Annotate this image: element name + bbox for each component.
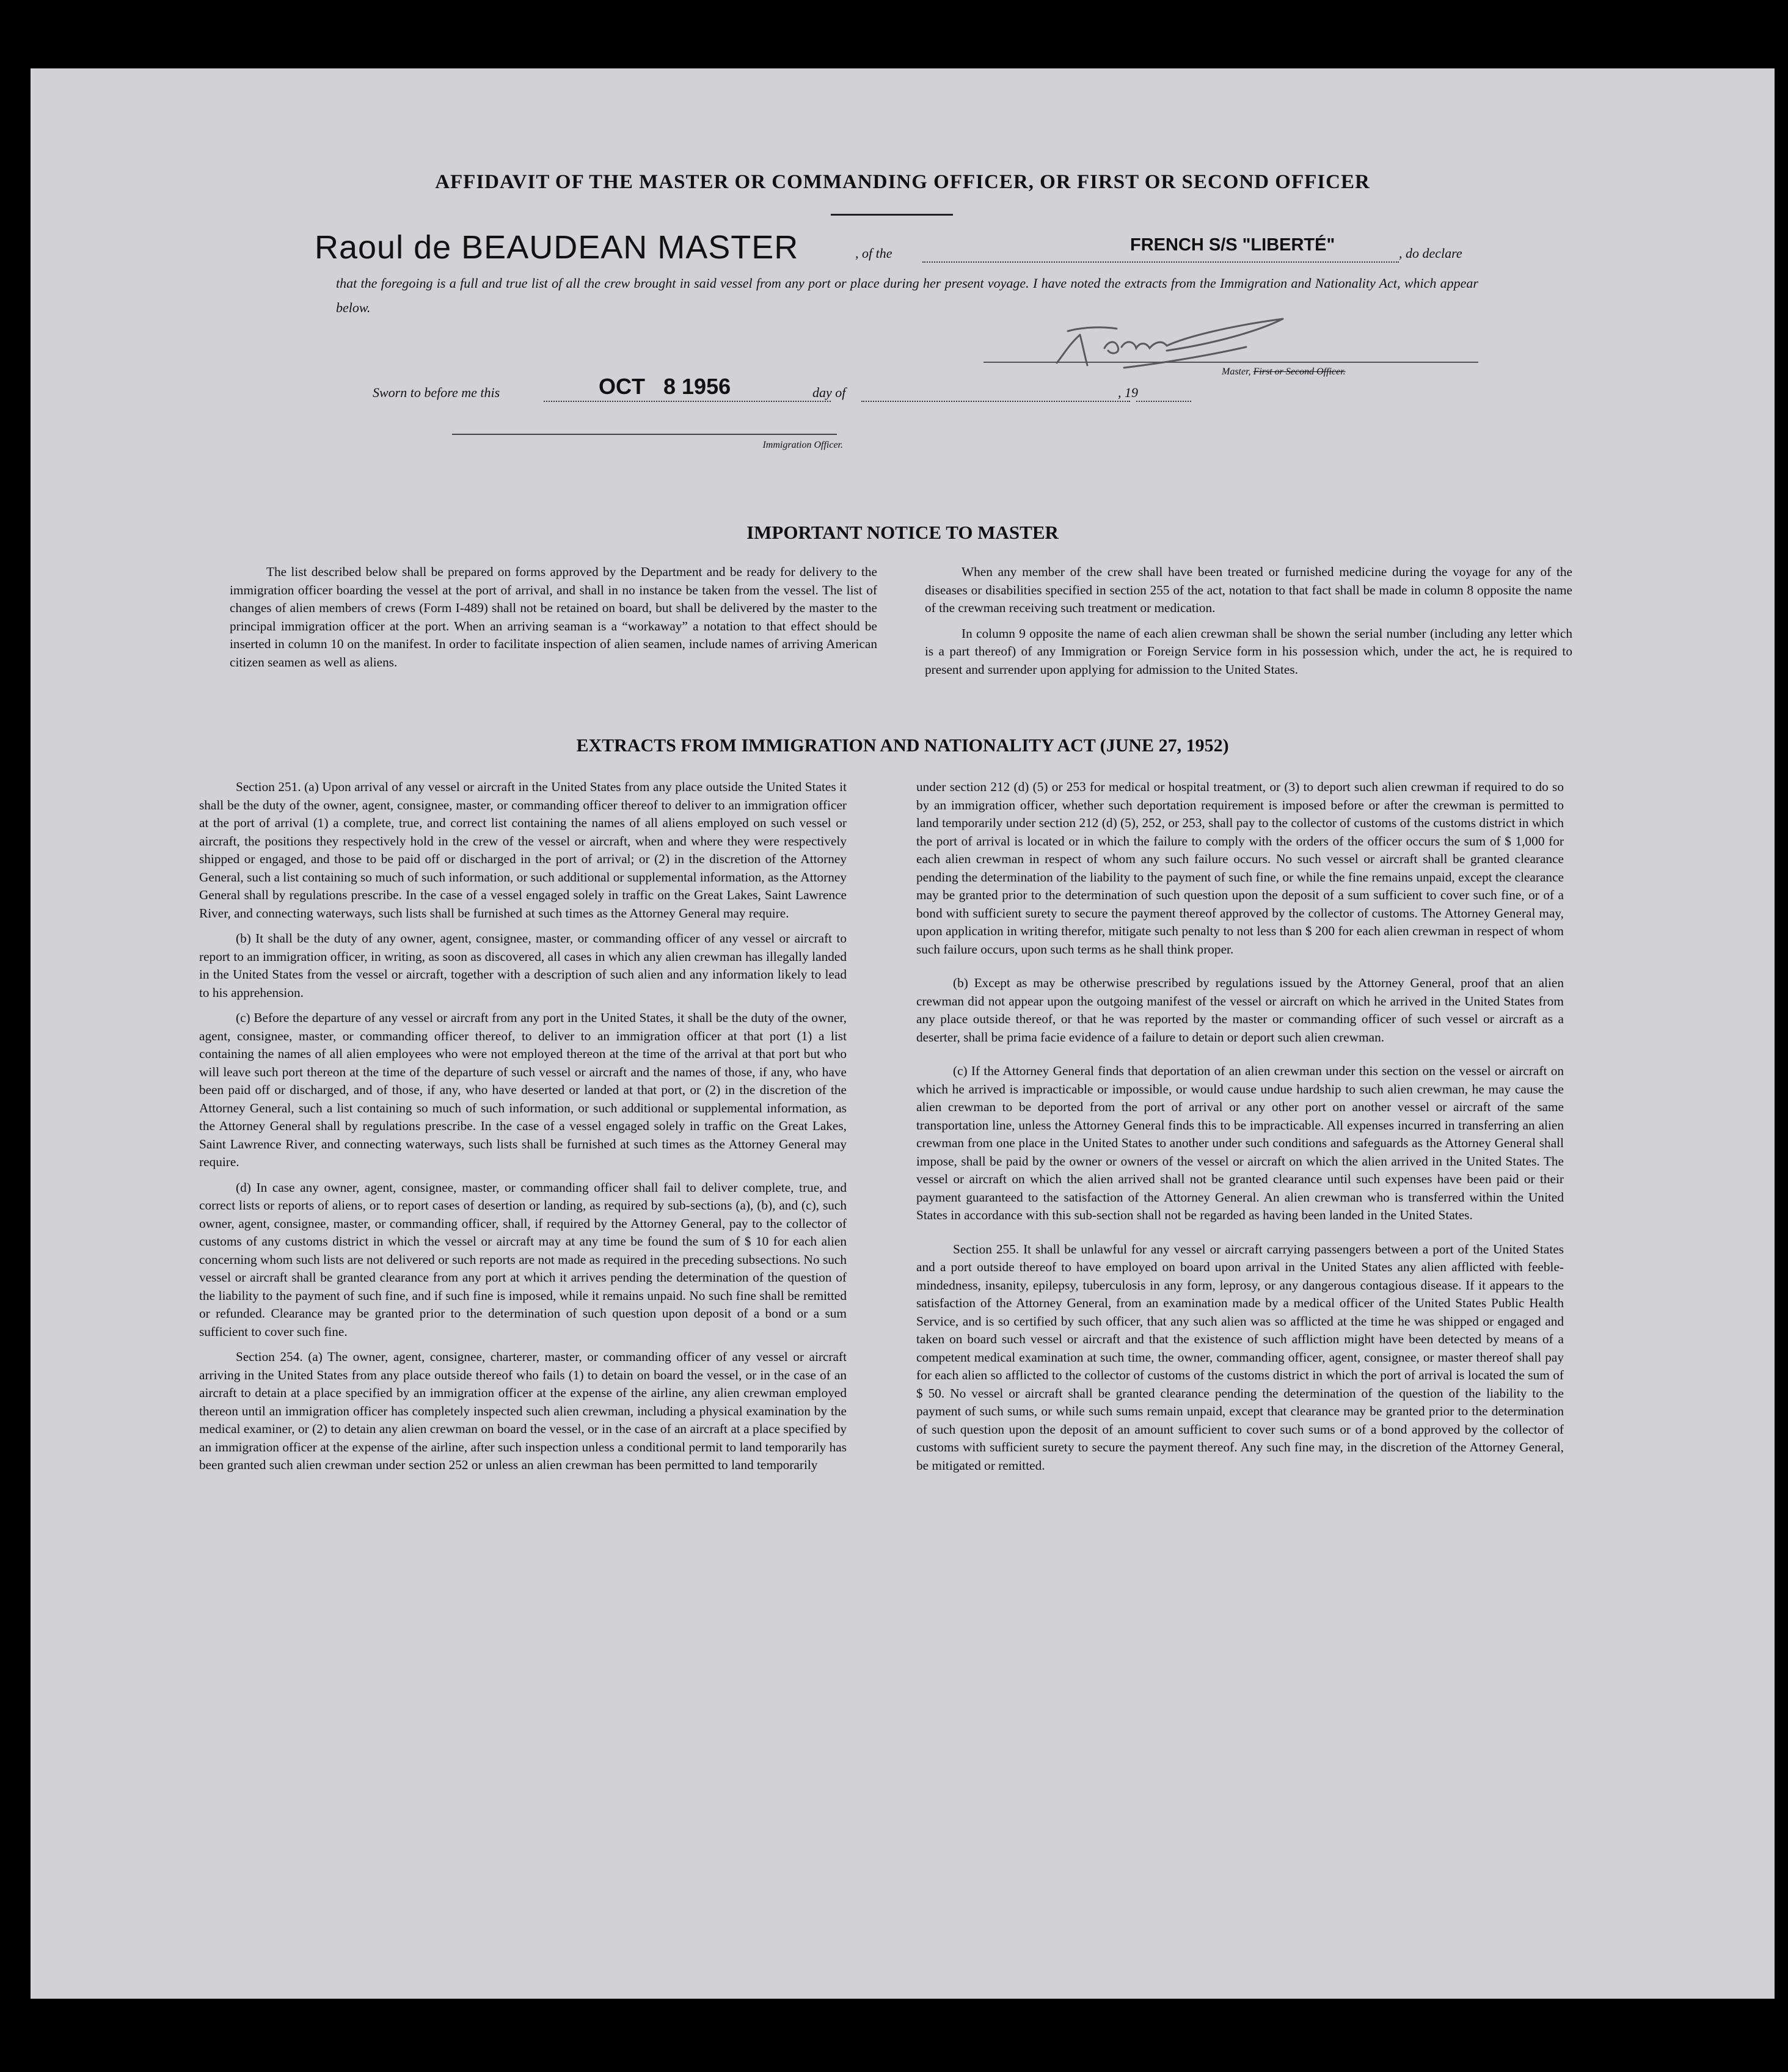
declaration-text: that the foregoing is a full and true list of all the crew brought in said vessel from any port or place during her present voyage. I have noted the extracts from the Immigration and Nationality Act, which appear below. xyxy=(336,275,1478,315)
master-name: Raoul de BEAUDEAN MASTER xyxy=(315,229,799,266)
of-the-label: , of the xyxy=(855,246,892,261)
title-divider xyxy=(831,214,953,216)
section-254b: (b) Except as may be otherwise prescribed by regulations issued by the Attorney General, proof that an alien crewman did not appear upon the outgoing manifest of the vessel or aircraft on which he arrived in the United States from any place outside thereof, or that he was reported by the master or commanding officer of such vessel or aircraft as a deserter, shall be prima facie evidence of a failure to detain or deport such alien crewman. xyxy=(916,976,1564,1045)
master-signature xyxy=(1045,313,1338,374)
sworn-date-line xyxy=(544,401,831,402)
extracts-left-column xyxy=(199,778,847,1475)
officer-signature-line xyxy=(452,434,837,435)
struck-officer-label: First or Second Officer. xyxy=(1253,367,1346,377)
sworn-date-stamp: OCT 8 1956 xyxy=(599,374,731,399)
signature-line xyxy=(983,362,1478,363)
extracts-heading: EXTRACTS FROM IMMIGRATION AND NATIONALITY ACT (JUNE 27, 1952) xyxy=(576,735,1229,756)
year-label: , 19 xyxy=(1118,385,1138,400)
section-251c: (c) Before the departure of any vessel or aircraft from any port in the United States, it shall be the duty of the owner, agent, consignee, master, or commanding officer thereof, to deliver to an immigration officer at that port (1) a list containing the names of all alien employees who were not employed thereon at the time of the arrival at that port but who will leave such port thereon at the time of the departure of such vessel or aircraft and the names of those, if any, who have been paid off or discharged, and of those, if any, who have deserted or landed at that port, or (2) in the discretion of the Attorney General, such a list containing so much of such information, or such additional or supplemental information, as the Attorney General shall by regulations prescribe. In the case of a vessel engaged solely in traffic on the Great Lakes, Saint Lawrence River, and connecting waterways, such lists shall be furnished at such times as the Attorney General may require. xyxy=(199,1010,847,1169)
section-251a: Section 251. (a) Upon arrival of any vessel or aircraft in the United States from any place outside the United States it shall be the duty of the owner, agent, consignee, master, or commanding officer thereof to deliver to an immigration officer at the port of arrival (1) a complete, true, and correct list containing the names of all aliens employed on such vessel or aircraft, the positions they respectively hold in the crew of the vessel or aircraft, when and where they were respectively shipped or engaged, and those to be paid off or discharged in the port of arrival; or (2) in the discretion of the Attorney General, such a list containing so much of such information, or such additional or supplemental information, as the Attorney General shall by regulations prescribe. In the case of a vessel engaged solely in traffic on the Great Lakes, Saint Lawrence River, and connecting waterways, such lists shall be furnished at such times as the Attorney General may require. xyxy=(199,779,847,921)
section-254c: (c) If the Attorney General finds that deportation of an alien crewman under this section on the vessel or aircraft on which he arrived is impracticable or impossible, or would cause undue hardship to such alien crewman, he may cause the alien crewman to be deported from the port of arrival or any other port on another vessel or aircraft of the same transportation line, unless the Attorney General finds this to be impracticable. All expenses incurred in transferring an alien crewman from one place in the United States to another under such conditions and safeguards as the Attorney General shall impose, shall be paid by the owner or owners of the vessel or aircraft on which the alien arrived in the United States. The vessel or aircraft on which the alien arrived shall not be granted clearance until such expenses have been paid or their payment guaranteed to the satisfaction of the Attorney General. An alien crewman who is transferred within the United States in accordance with this sub-section shall not be regarded as having been landed in the United States. xyxy=(916,1063,1564,1222)
affidavit-title: AFFIDAVIT OF THE MASTER OR COMMANDING OFFICER, OR FIRST OR SECOND OFFICER xyxy=(435,171,1370,193)
day-of-label: day of xyxy=(812,385,846,400)
month-dotted-line xyxy=(861,401,1130,402)
year-dotted-line xyxy=(1136,401,1191,402)
section-254a-continued: under section 212 (d) (5) or 253 for medical or hospital treatment, or (3) to deport such alien crewman if required to do so by an immigration officer, whether such deportation requirement is imposed before or after the crewman is permitted to land temporarily under section 212 (d) (5), 252, or 253, shall pay to the collector of customs of the customs district in which the port of arrival is located or in which the failure to comply with the orders of the officer occurs the sum of $ 1,000 for each alien crewman in respect of whom any such failure occurs. No such vessel or aircraft shall be granted clearance pending the determination of the liability to the payment of such fine, or while the fine remains unpaid, except the clearance may be granted prior to the determination of such question upon the deposit of a sum sufficient to cover such fine, or of a bond with sufficient surety to secure the payment thereof approved by the collector of customs. The Attorney General may, upon application in writing therefor, mitigate such penalty to not less than $ 200 for each alien crewman in respect of whom such failure occurs, upon such terms as he shall think proper. xyxy=(916,779,1564,957)
notice-paragraph: In column 9 opposite the name of each alien crewman shall be shown the serial number (including any letter which is a part thereof) of any Immigration or Foreign Service form in his possession which, under the act, he is required to present and surrender upon applying for admission to the United States. xyxy=(925,626,1572,677)
section-251d: (d) In case any owner, agent, consignee, master, or commanding officer shall fail to deliver complete, true, and correct lists or reports of aliens, or to report cases of desertion or landing, as required by sub-sections (a), (b), and (c), such owner, agent, consignee, master, or commanding officer, shall, if required by the Attorney General, pay to the collector of customs of any customs district in which the vessel or aircraft may at any time be found the sum of $ 10 for each alien concerning whom such lists are not delivered or such reports are not made as required in the preceding subsections. No such vessel or aircraft shall be granted clearance from any port at which it arrives pending the determination of the question of the liability to the payment of such fine, and if such fine is imposed, while it remains unpaid. No such fine shall be remitted or refunded. Clearance may be granted prior to the determination of such question upon deposit of a bond or a sum sufficient to cover such fine. xyxy=(199,1180,847,1339)
notice-paragraph: The list described below shall be prepared on forms approved by the Department and be ready for delivery to the immigration officer boarding the vessel at the port of arrival, and shall in no instance be taken from the vessel. The list of changes of alien members of crews (Form I-489) shall not be retained on board, but shall be delivered by the master to the principal immigration officer at the port. When an arriving seaman is a “workaway” a notation to that effect should be inserted in column 10 on the manifest. In order to facilitate inspection of alien seamen, include names of arriving American citizen seamen as well as aliens. xyxy=(230,564,877,669)
notice-heading: IMPORTANT NOTICE TO MASTER xyxy=(746,522,1059,543)
notice-paragraph: When any member of the crew shall have been treated or furnished medicine during the voyage for any of the diseases or disabilities specified in section 255 of the act, notation to that fact shall be made in column 8 opposite the name of the crewman receiving such treatment or medication. xyxy=(925,564,1572,615)
master-label-text: Master, xyxy=(1222,367,1251,377)
vessel-dotted-line xyxy=(922,261,1399,263)
section-254a: Section 254. (a) The owner, agent, consignee, charterer, master, or commanding officer of any vessel or aircraft arriving in the United States from any place outside thereof who fails (1) to detain on board the vessel, or in the case of an aircraft to detain at a place specified by an immigration officer at the expense of the airline, any alien crewman employed thereon until an immigration officer has completely inspected such alien crewman, including a physical examination by the medical examiner, or (2) to detain any alien crewman on board the vessel, or in the case of an aircraft at a place specified by an immigration officer at the expense of the airline, after such inspection unless a conditional permit to land temporarily has been granted such alien crewman under section 252 or unless an alien crewman has been permitted to land temporarily xyxy=(199,1349,847,1472)
officer-label: Immigration Officer. xyxy=(762,440,843,450)
notice-left-column xyxy=(230,563,877,671)
master-label xyxy=(1222,367,1346,378)
section-251b: (b) It shall be the duty of any owner, agent, consignee, master, or commanding officer of any vessel or aircraft to report to an immigration officer, in writing, as soon as discovered, all cases in which any alien crewman has illegally landed in the United States from the vessel or aircraft, together with a description of such alien and any information likely to lead to his apprehension. xyxy=(199,931,847,1000)
section-255: Section 255. It shall be unlawful for any vessel or aircraft carrying passengers between a port of the United States and a port outside thereof to have employed on board upon arrival in the United States any alien afflicted with feeble-mindedness, insanity, epilepsy, tuberculosis in any form, leprosy, or any dangerous contagious disease. If it appears to the satisfaction of the Attorney General, from an examination made by a medical officer of the United States Public Health Service, and is so certified by such officer, that any such alien was so afflicted at the time he was shipped or engaged and taken on board such vessel or aircraft and that the existence of such affliction might have been detected by means of a competent medical examination at such time, the owner, commanding officer, agent, consignee, or master thereof shall pay for each alien so afflicted to the collector of customs of the customs district in which the port of arrival is located the sum of $ 50. No vessel or aircraft shall be granted clearance pending the determination of the question of the liability to the payment of such sums, or while such sums remain unpaid, except that clearance may be granted prior to the determination of such question upon the deposit of an amount sufficient to cover such sums or of a bond approved by the collector of customs with sufficient surety to secure the payment thereof. Any such fine may, in the discretion of the Attorney General, be mitigated or remitted. xyxy=(916,1241,1564,1473)
vessel-name: FRENCH S/S "LIBERTÉ" xyxy=(1130,235,1335,255)
notice-right-column xyxy=(925,563,1572,679)
document-page xyxy=(31,68,1775,1999)
sworn-label: Sworn to before me this xyxy=(373,385,500,400)
do-declare-label: , do declare xyxy=(1399,246,1462,261)
extracts-right-column xyxy=(916,778,1564,1475)
